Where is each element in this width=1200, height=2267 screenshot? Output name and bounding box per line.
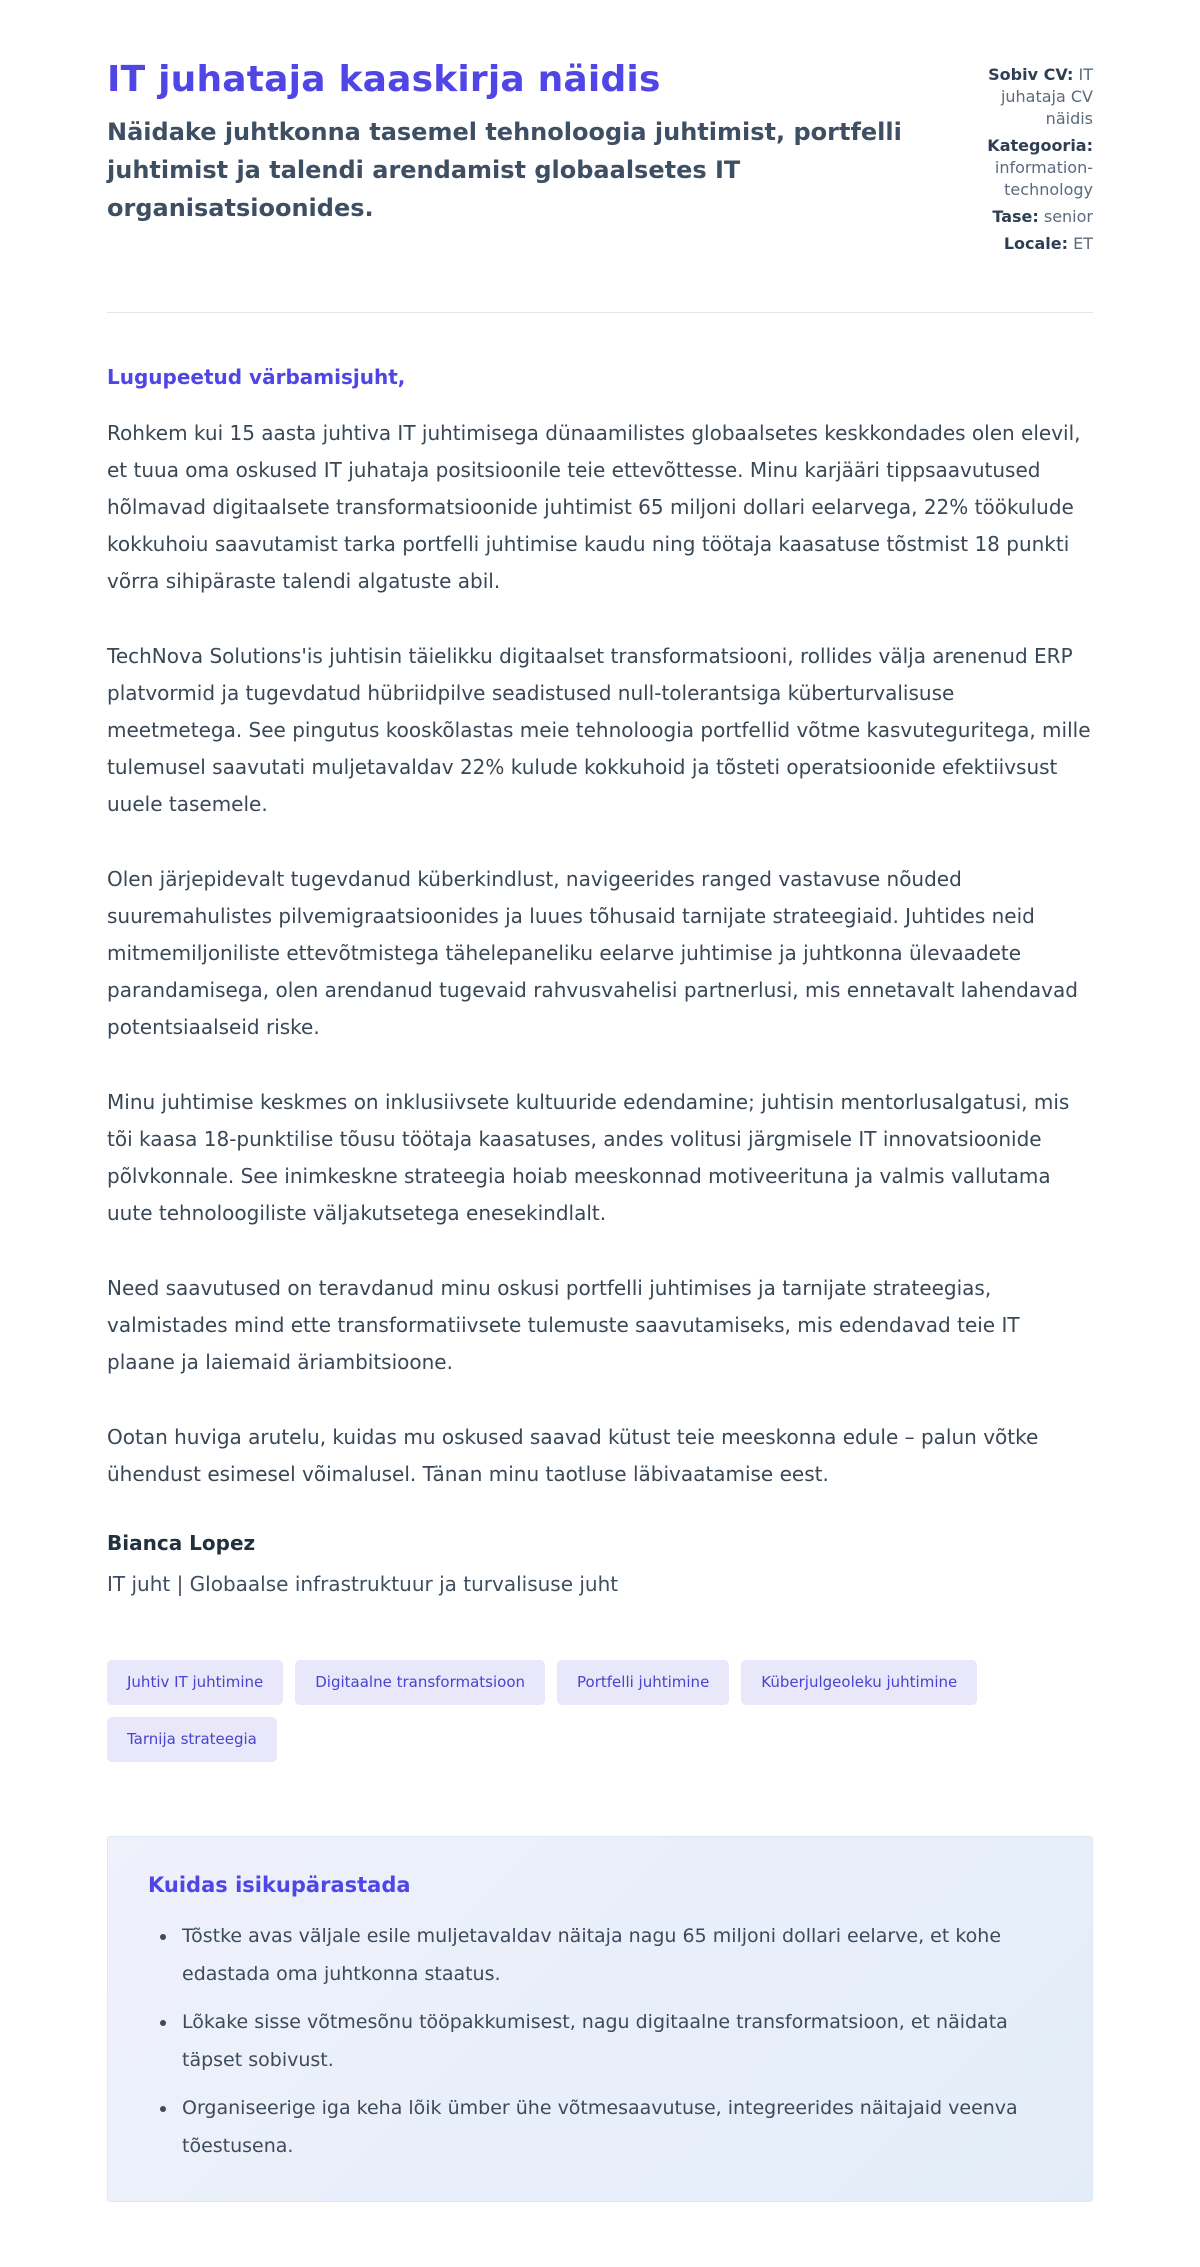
meta-label: Kategooria:	[987, 136, 1093, 155]
meta-label: Locale:	[1003, 234, 1069, 253]
header	[107, 58, 1093, 260]
tip-item: • Organiseerige iga keha lõik ümber ühe võtmesaavutuse, integreerides näitajaid veenva tõestusena.	[178, 2089, 1052, 2165]
letter-greeting: Lugupeetud värbamisjuht,	[107, 365, 406, 389]
meta-label: Tase:	[992, 207, 1039, 226]
meta-value: senior	[1043, 207, 1093, 226]
meta-row-category	[961, 135, 1093, 201]
tips-list	[148, 1917, 1052, 2165]
personalization-tips-box	[107, 1836, 1093, 2202]
tip-item: • Tõstke avas väljale esile muljetavaldav näitaja nagu 65 miljoni dollari eelarve, et kohe edastada oma juhtkonna staatus.	[178, 1917, 1052, 1993]
signature-name: Bianca Lopez	[107, 1531, 256, 1555]
signature-block	[107, 1531, 1093, 1596]
meta-row-level	[961, 206, 1093, 228]
cover-letter-body	[107, 365, 1093, 1596]
meta-panel	[961, 64, 1093, 260]
skill-tag[interactable]: Portfelli juhtimine	[557, 1660, 729, 1705]
page-title: IT juhataja kaaskirja näidis	[107, 59, 661, 100]
letter-paragraph: Olen järjepidevalt tugevdanud küberkindlust, navigeerides ranged vastavuse nõuded suuremahulistes pilvemigraatsioonides ja luues tõhusaid tarnijate strateegiaid. Juhtides neid mitmemiljoniliste ettevõtmistega tähelepaneliku eelarve juhtimise ja juhtkonna ülevaadete parandamisega, olen arendanud tugevaid rahvusvahelisi partnerlusi, mis ennetavalt lahendavad potentsiaalseid riske.	[107, 867, 1078, 1039]
signature-role: IT juht | Globaalse infrastruktuur ja turvalisuse juht	[107, 1572, 619, 1596]
meta-label: Sobiv CV:	[988, 65, 1074, 84]
tips-title: Kuidas isikupärastada	[148, 1873, 411, 1897]
tip-item: • Lõkake sisse võtmesõnu tööpakkumisest, nagu digitaalne transformatsioon, et näidata täpset sobivust.	[178, 2003, 1052, 2079]
letter-paragraph: Need saavutused on teravdanud minu oskusi portfelli juhtimises ja tarnijate strateegias, valmistades mind ette transformatiivsete tulemuste saavutamiseks, mis edendavad teie IT plaane ja laiemaid äriambitsioone.	[107, 1276, 1020, 1374]
header-left	[107, 58, 947, 227]
skill-tags	[107, 1660, 1093, 1762]
skill-tag[interactable]: Küberjulgeoleku juhtimine	[741, 1660, 977, 1705]
meta-row-locale	[961, 233, 1093, 255]
page-subtitle: Näidake juhtkonna tasemel tehnoloogia juhtimist, portfelli juhtimist ja talendi arendamist globaalsetes IT organisatsioonides.	[107, 118, 902, 223]
letter-paragraph: Minu juhtimise keskmes on inklusiivsete kultuuride edendamine; juhtisin mentorlusalgatusi, mis tõi kaasa 18-punktilise tõusu töötaja kaasatuses, andes volitusi järgmisele IT innovatsioonide põlvkonnale. See inimkeskne strateegia hoiab meeskonnad motiveerituna ja valmis vallutama uute tehnoloogiliste väljakutsetega enesekindlalt.	[107, 1090, 1070, 1225]
header-divider	[107, 312, 1093, 313]
letter-paragraph: TechNova Solutions'is juhtisin täielikku digitaalset transformatsiooni, rollides välja arenenud ERP platvormid ja tugevdatud hübriidpilve seadistused null-tolerantsiga küberturvalisuse meetmetega. See pingutus kooskõlastas meie tehnoloogia portfellid võtme kasvuteguritega, mille tulemusel saavutati muljetavaldav 22% kulude kokkuhoid ja tõsteti operatsioonide efektiivsust uuele tasemele.	[107, 644, 1091, 816]
skill-tag[interactable]: Digitaalne transformatsioon	[295, 1660, 545, 1705]
meta-value: information-technology	[994, 158, 1093, 199]
meta-value: IT juhataja CV näidis	[1000, 65, 1093, 128]
letter-paragraph: Ootan huviga arutelu, kuidas mu oskused saavad kütust teie meeskonna edule – palun võtke ühendust esimesel võimalusel. Tänan minu taotluse läbivaatamise eest.	[107, 1425, 1039, 1486]
meta-row-matching-cv	[961, 64, 1093, 130]
skill-tag[interactable]: Juhtiv IT juhtimine	[107, 1660, 283, 1705]
skill-tag[interactable]: Tarnija strateegia	[107, 1717, 277, 1762]
letter-paragraph: Rohkem kui 15 aasta juhtiva IT juhtimisega dünaamilistes globaalsetes keskkondades olen elevil, et tuua oma oskused IT juhataja positsioonile teie ettevõttesse. Minu karjääri tippsaavutused hõlmavad digitaalsete transformatsioonide juhtimist 65 miljoni dollari eelarvega, 22% töökulude kokkuhoiu saavutamist tarka portfelli juhtimise kaudu ning töötaja kaasatuse tõstmist 18 punkti võrra sihipäraste talendi algatuste abil.	[107, 421, 1081, 593]
meta-value: ET	[1073, 234, 1093, 253]
